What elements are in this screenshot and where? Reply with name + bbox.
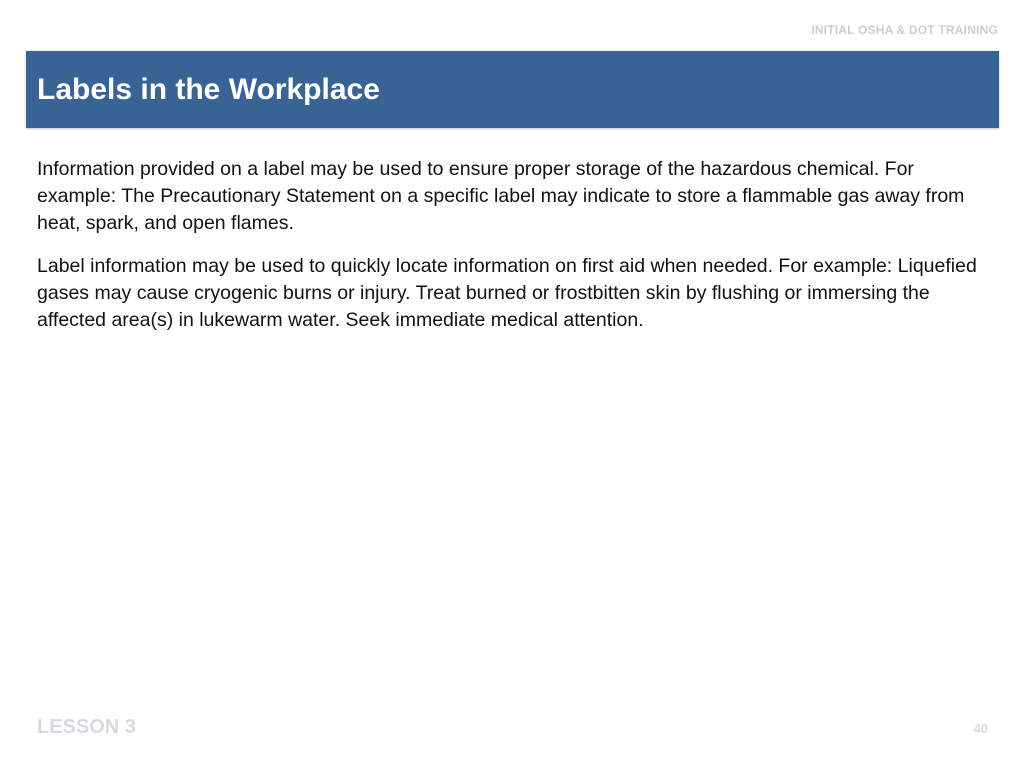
- title-bar: [26, 51, 999, 128]
- paragraph-storage: Information provided on a label may be used to ensure proper storage of the hazardous chemical. For example: The Precautionary Statement on a specific label may indicate to store a flammable gas away from heat, spark, and open flames.: [37, 158, 965, 234]
- slide-title: Labels in the Workplace: [37, 73, 380, 106]
- lesson-label: LESSON 3: [37, 716, 136, 738]
- page-number: 40: [973, 721, 988, 736]
- course-label: INITIAL OSHA & DOT TRAINING: [811, 23, 998, 37]
- slide-body: [37, 156, 992, 350]
- paragraph-first-aid: Label information may be used to quickly locate information on first aid when needed. For example: Liquefied gases may cause cryogenic burns or injury. Treat burned or frostbitten skin by flushing or immersing the affected area(s) in lukewarm water. Seek immediate medical attention.: [37, 255, 977, 331]
